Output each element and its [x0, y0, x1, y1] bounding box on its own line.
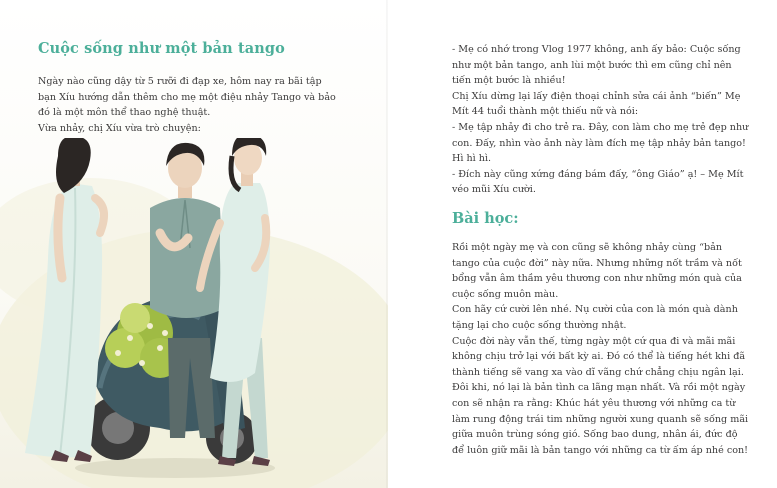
- lesson-paragraph: Rồi một ngày mẹ và con cũng sẽ không nhảy cùng “bản tango của cuộc đời” này nữa. Nhưng những nốt trầm và nốt bổng vẫn âm thầm yêu thương con như những món quà của cuộc sống muôn màu.: [452, 242, 742, 300]
- lesson-heading: Bài học:: [452, 210, 519, 227]
- right-paragraph: - Mẹ tập nhảy đi cho trẻ ra. Đây, con làm cho mẹ trẻ đẹp như con. Đấy, nhìn vào ảnh này làm đích mẹ tập nhảy bản tango! Hì hì hì.: [452, 121, 749, 165]
- three-people-with-scooter-illustration: [0, 138, 388, 488]
- scooter-shadow: [75, 458, 275, 478]
- right-paragraph: - Mẹ có nhớ trong Vlog 1977 không, anh ấy bảo: Cuộc sống như một bản tango, anh lùi một bước thì em cũng chỉ nên tiến một bước là nhiều!: [452, 44, 741, 87]
- right-paragraph: - Đích này cũng xứng đáng bám đấy, “ông Giáo” ạ! – Mẹ Mít véo mũi Xíu cười.: [452, 168, 744, 196]
- lesson-paragraph: Cuộc đời này vẫn thế, từng ngày một cứ qua đi và mãi mãi không chịu trở lại với bất kỳ ai. Đó có thể là tiếng hét khi đã thành tiếng sẽ vang xa vào dĩ vãng chứ chẳng chịu ngân lại. Đôi khi, nó lại là bản tình ca lãng mạn nhất. Và rồi một ngày con sẽ nhận ra rằng: Khúc hát yêu thương với những ca từ làm rung động trái tim những người xung quanh sẽ sống mãi giữa muôn trùng sóng gió. Sống bao dung, nhân ái, đức độ để luôn giữ mãi là bản tango với những ca từ ấm áp nhé con!: [452, 335, 749, 456]
- lesson-paragraph: Con hãy cứ cười lên nhé. Nụ cười của con là món quà dành tặng lại cho cuộc sống thường nhật.: [452, 304, 738, 331]
- left-page: [0, 0, 388, 488]
- right-paragraph: Chị Xíu dừng lại lấy điện thoại chỉnh sửa cái ảnh “biến” Mẹ Mít 44 tuổi thành một thiếu nữ và nói:: [452, 90, 741, 118]
- left-paragraph: Vừa nhảy, chị Xíu vừa trò chuyện:: [38, 122, 201, 134]
- left-body-text: [38, 74, 338, 136]
- chapter-title: Cuộc sống như một bản tango: [38, 40, 285, 57]
- right-body-text: [452, 42, 752, 198]
- man-shirt: [150, 198, 225, 318]
- left-paragraph: Ngày nào cũng dậy từ 5 rưỡi đi đạp xe, hôm nay ra bãi tập bạn Xíu hướng dẫn thêm cho mẹ một điệu nhảy Tango và bảo đó là một môn thể thao nghệ thuật.: [38, 76, 336, 118]
- lesson-body-text: [452, 240, 752, 458]
